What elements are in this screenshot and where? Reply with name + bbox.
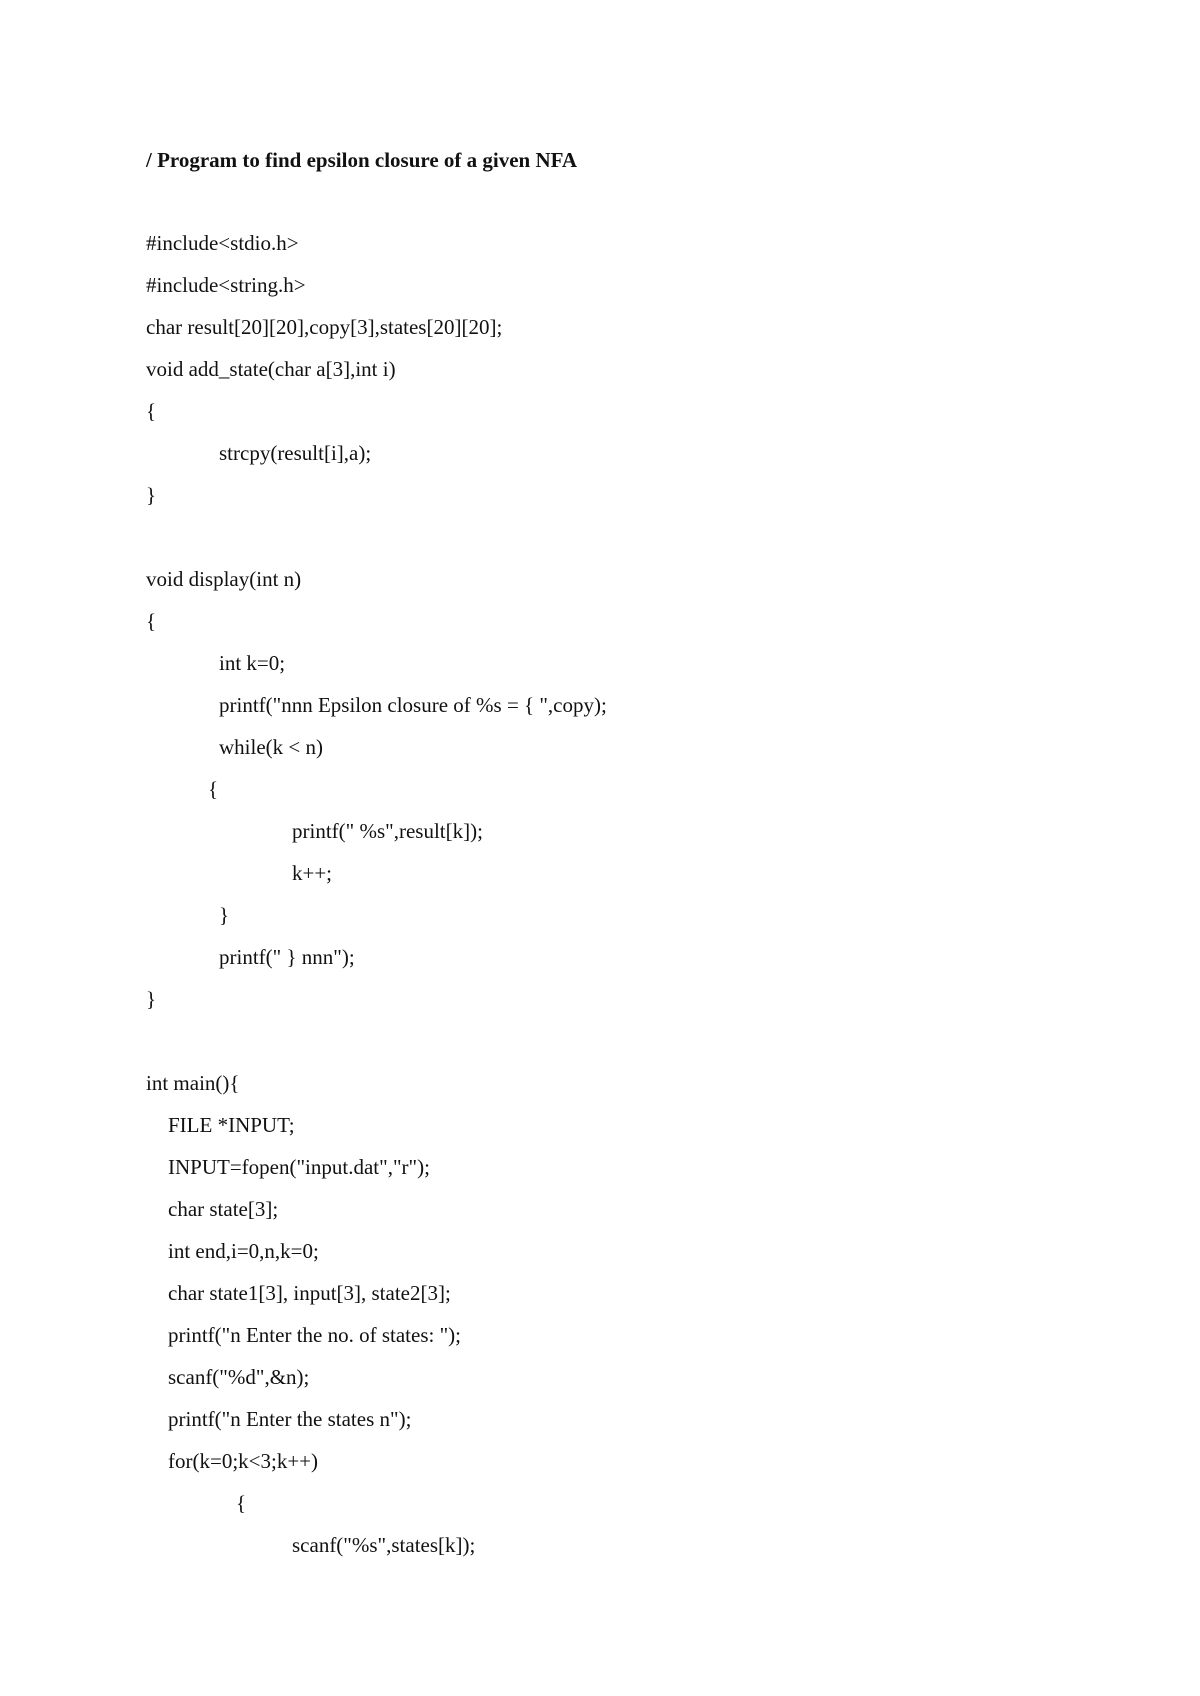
code-line: void display(int n) xyxy=(146,567,302,591)
code-line: { xyxy=(146,609,157,633)
code-line: printf(" } nnn"); xyxy=(219,945,355,969)
code-line: strcpy(result[i],a); xyxy=(219,441,372,465)
code-line: while(k < n) xyxy=(219,735,323,759)
code-line: char result[20][20],copy[3],states[20][20]; xyxy=(146,315,503,339)
code-line: { xyxy=(208,777,219,801)
code-line: printf("nnn Epsilon closure of %s = { ",copy); xyxy=(219,693,607,717)
code-line: { xyxy=(236,1491,247,1515)
code-line: printf("n Enter the states n"); xyxy=(168,1407,412,1431)
code-line: printf("n Enter the no. of states: "); xyxy=(168,1323,461,1347)
code-line: void add_state(char a[3],int i) xyxy=(146,357,396,381)
code-line: char state1[3], input[3], state2[3]; xyxy=(168,1281,451,1305)
code-line: FILE *INPUT; xyxy=(168,1113,295,1137)
code-line: } xyxy=(219,903,230,927)
code-line: #include<string.h> xyxy=(146,273,306,297)
code-line: char state[3]; xyxy=(168,1197,279,1221)
code-line: k++; xyxy=(292,861,333,885)
code-line: } xyxy=(146,483,157,507)
code-line: INPUT=fopen("input.dat","r"); xyxy=(168,1155,430,1179)
code-line: for(k=0;k<3;k++) xyxy=(168,1449,319,1473)
code-line: int main(){ xyxy=(146,1071,240,1095)
code-line: } xyxy=(146,987,157,1011)
code-line: { xyxy=(146,399,157,423)
document-title: / Program to find epsilon closure of a given NFA xyxy=(146,148,578,172)
code-line: scanf("%s",states[k]); xyxy=(292,1533,476,1557)
code-line: printf(" %s",result[k]); xyxy=(292,819,483,843)
code-line: scanf("%d",&n); xyxy=(168,1365,310,1389)
code-line: int k=0; xyxy=(219,651,286,675)
code-line: int end,i=0,n,k=0; xyxy=(168,1239,319,1263)
code-line: #include<stdio.h> xyxy=(146,231,299,255)
